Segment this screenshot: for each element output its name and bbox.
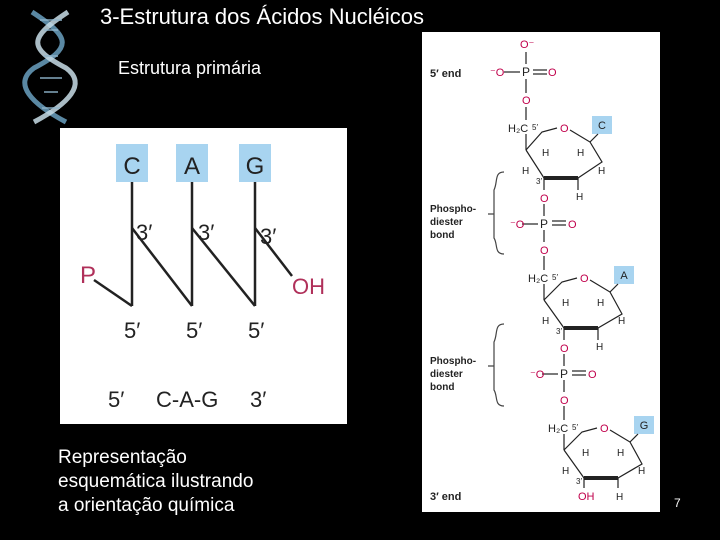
ch2-3: H₂C — [548, 423, 569, 435]
o-right-2: O — [568, 219, 577, 231]
sequence-five: 5′ — [108, 387, 125, 412]
caption-line-2: esquemática ilustrando — [58, 471, 254, 492]
base-c-right: C — [598, 120, 606, 132]
o-bottom-1: O — [522, 95, 531, 107]
caption — [58, 446, 253, 518]
h-1a: H — [542, 148, 550, 159]
h-2c: H — [542, 316, 550, 327]
h-3d: H — [638, 466, 646, 477]
o-link-1: O — [540, 193, 549, 205]
h-3e: H — [616, 492, 624, 503]
bond1-line3: bond — [430, 230, 455, 241]
ch2-2: H₂C — [528, 273, 549, 285]
caption-line-1: Representação — [58, 447, 187, 468]
h-3b: H — [617, 448, 625, 459]
c3-3: 3′ — [576, 477, 582, 486]
oh-3: OH — [578, 491, 595, 503]
three-prime-1: 3′ — [136, 220, 153, 245]
o-bottom-3: O — [560, 395, 569, 407]
h-1d: H — [598, 166, 606, 177]
five-prime-1: 5′ — [124, 318, 141, 343]
p-2: P — [540, 217, 549, 231]
ring-o-3: O — [600, 423, 609, 435]
bond2-line3: bond — [430, 382, 455, 393]
h-2e: H — [596, 342, 604, 353]
h-1e: H — [576, 192, 584, 203]
phosphate-label: P — [80, 262, 97, 289]
chemical-structure-diagram — [422, 32, 660, 512]
o-right-1: O — [548, 67, 557, 79]
five-prime-3: 5′ — [248, 318, 265, 343]
c3-1: 3′ — [536, 177, 542, 186]
three-prime-3: 3′ — [260, 224, 277, 249]
h-2a: H — [562, 298, 570, 309]
h-2b: H — [597, 298, 605, 309]
dna-helix-logo — [22, 8, 82, 126]
page-number: 7 — [674, 496, 681, 510]
c5-3: 5′ — [572, 423, 578, 432]
bond1-line1: Phospho- — [430, 204, 477, 215]
h-1c: H — [522, 166, 530, 177]
base-g-right: G — [639, 420, 649, 432]
slide-subtitle: Estrutura primária — [118, 58, 262, 78]
sequence-three: 3′ — [250, 387, 267, 412]
p-3: P — [560, 367, 569, 381]
sequence: C-A-G — [156, 387, 219, 412]
ring-o-1: O — [560, 123, 569, 135]
three-prime-2: 3′ — [198, 220, 215, 245]
minus-o-2: ⁻O — [510, 219, 525, 231]
minus-o-1: ⁻O — [490, 67, 505, 79]
base-c: C — [123, 153, 141, 180]
h-3a: H — [582, 448, 590, 459]
o-right-3: O — [588, 369, 597, 381]
five-prime-2: 5′ — [186, 318, 203, 343]
schematic-diagram — [60, 128, 347, 424]
o-minus-top: O⁻ — [520, 39, 535, 51]
five-end-label: 5′ end — [430, 68, 462, 80]
bond2-line1: Phospho- — [430, 356, 477, 367]
base-a: A — [183, 153, 201, 180]
three-end-label: 3′ end — [430, 491, 462, 503]
c5-1: 5′ — [532, 123, 538, 132]
ch2-1: H₂C — [508, 123, 529, 135]
h-3c: H — [562, 466, 570, 477]
hydroxyl-label: OH — [292, 274, 325, 299]
o-bottom-2: O — [540, 245, 549, 257]
caption-line-3: a orientação química — [58, 495, 235, 516]
h-1b: H — [577, 148, 585, 159]
o-link-2: O — [560, 343, 569, 355]
p-1: P — [522, 65, 531, 79]
bond2-line2: diester — [430, 369, 463, 380]
c5-2: 5′ — [552, 273, 558, 282]
base-g: G — [245, 153, 265, 180]
slide-title: 3-Estrutura dos Ácidos Nucléicos — [100, 4, 425, 29]
ring-o-2: O — [580, 273, 589, 285]
h-2d: H — [618, 316, 626, 327]
bond1-line2: diester — [430, 217, 463, 228]
minus-o-3: ⁻O — [530, 369, 545, 381]
c3-2: 3′ — [556, 327, 562, 336]
base-a-right: A — [620, 270, 628, 282]
